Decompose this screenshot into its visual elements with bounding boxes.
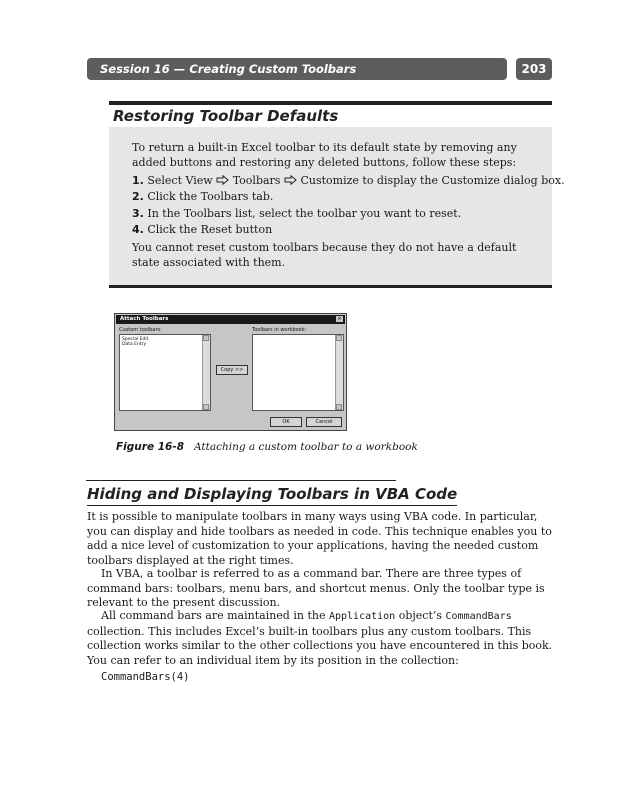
paragraph-text: All command bars are maintained in the [101,609,329,622]
sidebar-title: Restoring Toolbar Defaults [113,107,339,125]
running-header-title: Session 16 — Creating Custom Toolbars [100,62,357,76]
figure-label: Figure 16-8 [116,441,184,453]
workbook-toolbars-list[interactable] [252,334,344,411]
custom-toolbars-list[interactable] [119,334,211,411]
step-number: 1. [132,174,144,187]
figure-caption [116,441,418,453]
scroll-up-icon[interactable] [203,335,209,341]
step-text: In the Toolbars list, select the toolbar you want to reset. [147,207,462,220]
step-4 [132,222,272,237]
step-number: 4. [132,223,144,236]
step-text-part: Toolbars [232,174,281,187]
scroll-down-icon[interactable] [336,404,342,410]
inline-code: Application [328,611,396,622]
paragraph-text: object’s [395,609,446,622]
step-3 [132,206,461,221]
attach-toolbars-dialog [114,313,347,431]
section-rule [86,480,396,481]
scrollbar[interactable] [202,335,210,410]
sidebar-note: You cannot reset custom toolbars because they do not have a default state associated with them. [132,241,517,269]
list-item[interactable]: Data Entry [122,342,147,347]
list-item[interactable]: Special Edit [122,337,149,342]
inline-code: CommandBars [445,611,512,622]
page-number: 203 [516,58,552,80]
scroll-down-icon[interactable] [203,404,209,410]
code-example: CommandBars(4) [101,671,190,683]
step-2 [132,189,273,204]
menu-arrow-icon [284,175,297,185]
sidebar-intro: To return a built-in Excel toolbar to its default state by removing any added buttons and restoring any deleted buttons, follow these steps: [132,141,517,169]
ok-button[interactable]: OK [270,417,302,427]
copy-button[interactable]: Copy >> [216,365,248,375]
figure-caption-text: Attaching a custom toolbar to a workbook [194,441,418,453]
step-number: 2. [132,190,144,203]
sidebar-box [109,101,565,288]
paragraph-3 [87,609,557,668]
paragraph-2: In VBA, a toolbar is referred to as a command bar. There are three types of command bars: toolbars, menu bars, and shortcut menus. Only the toolbar type is relevant to the present discussion. [87,567,545,609]
dialog-titlebar [116,315,345,324]
custom-toolbars-label: Custom toolbars: [119,327,162,333]
dialog-title: Attach Toolbars [120,316,169,322]
workbook-toolbars-label: Toolbars in workbook: [252,327,307,333]
step-1 [132,173,565,188]
section-heading: Hiding and Displaying Toolbars in VBA Code [87,485,457,506]
scrollbar[interactable] [335,335,343,410]
step-text-part: Select View [147,174,213,187]
scroll-up-icon[interactable] [336,335,342,341]
step-number: 3. [132,207,144,220]
cancel-button[interactable]: Cancel [306,417,342,427]
close-icon[interactable]: × [337,316,342,322]
step-text: Click the Reset button [147,223,273,236]
paragraph-text: collection. This includes Excel’s built-in toolbars plus any custom toolbars. This collection works similar to the other collections you have encountered in this book. You can refer to an individual item by its position in the collection: [87,624,553,667]
step-text-part: Customize to display the Customize dialog box. [300,174,565,187]
paragraph-1: It is possible to manipulate toolbars in many ways using VBA code. In particular, you can display and hide toolbars as needed in code. This technique enables you to add a nice level of customization to your applications, having the needed custom toolbars displayed at the right times. [87,510,552,567]
step-text: Click the Toolbars tab. [147,190,274,203]
menu-arrow-icon [216,175,229,185]
